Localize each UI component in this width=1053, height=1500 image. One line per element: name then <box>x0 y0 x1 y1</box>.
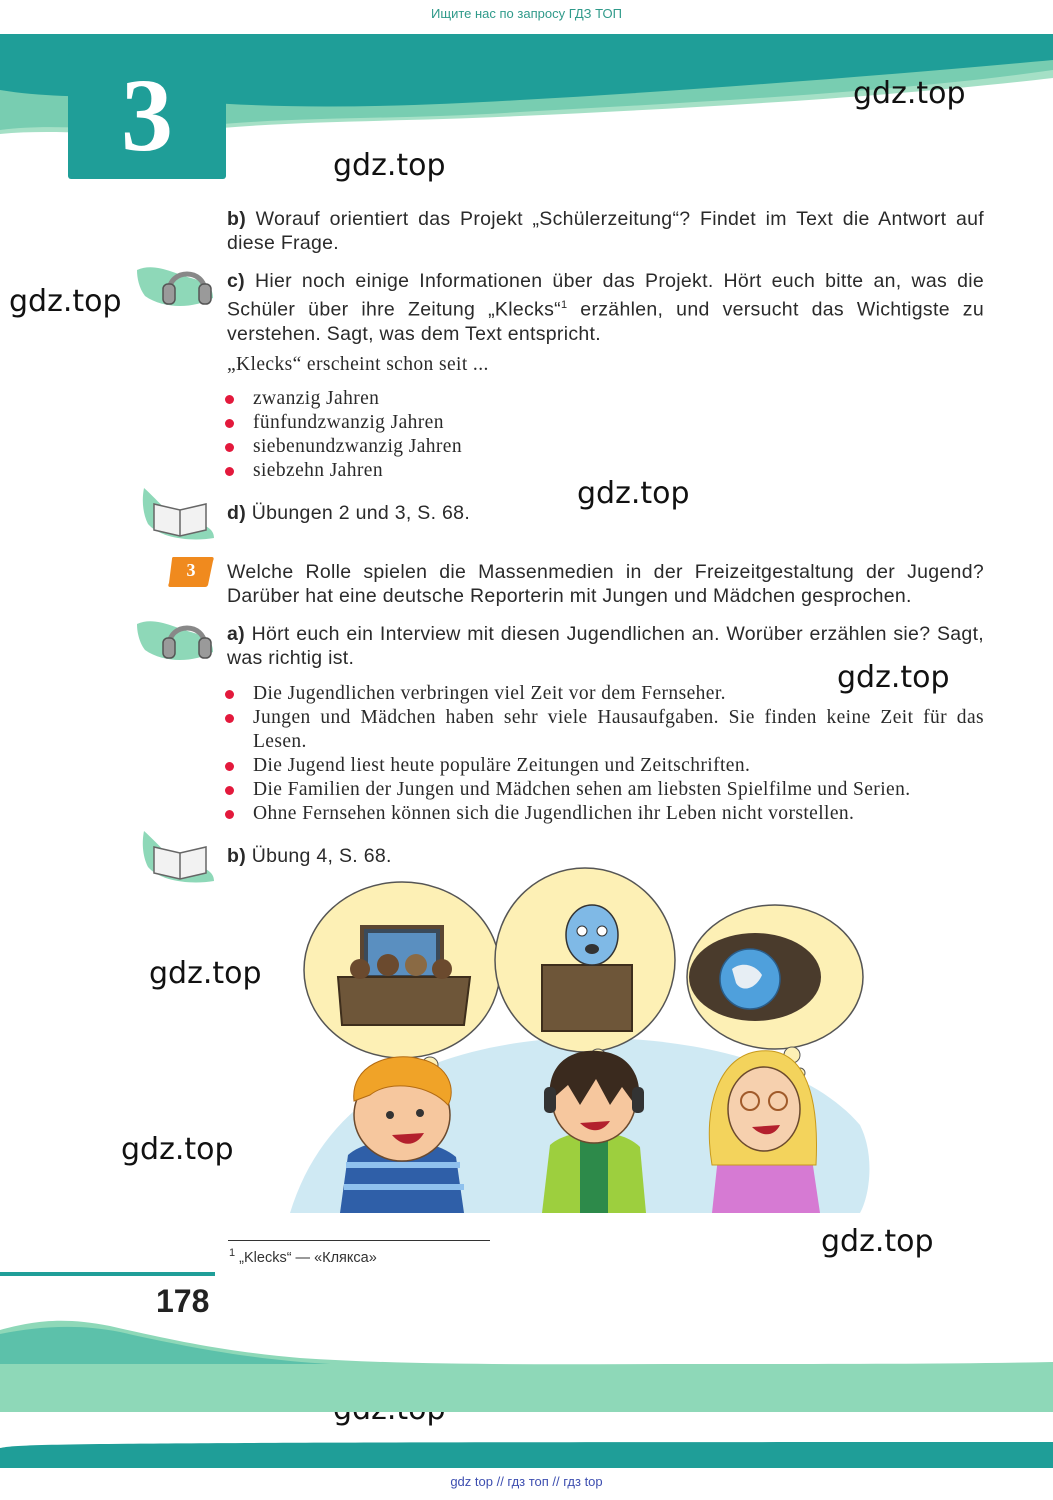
watermark: gdz.top <box>121 1132 234 1167</box>
watermark: gdz.top <box>577 476 690 511</box>
list-item: fünfundzwanzig Jahren <box>225 411 625 435</box>
watermark: gdz.top <box>853 76 966 111</box>
task-3a-text: Hört euch ein Interview mit diesen Jugendlichen an. Worüber erzählen sie? Sagt, was richtig ist. <box>227 623 984 669</box>
task-b-label: b) <box>227 208 247 230</box>
page-number: 178 <box>156 1283 210 1319</box>
task-3a <box>227 622 984 670</box>
list-item: zwanzig Jahren <box>225 387 625 411</box>
task-3b-text: Übung 4, S. 68. <box>251 845 392 867</box>
task-3b-label: b) <box>227 845 247 867</box>
task-b-text: Worauf orientiert das Projekt „Schülerzeitung“? Findet im Text die Antwort auf diese Frage. <box>227 208 985 254</box>
footnote-marker: 1 <box>560 299 568 311</box>
task-c-label: c) <box>227 270 245 292</box>
list-item: Die Familien der Jungen und Mädchen sehen am liebsten Spielfilme und Serien. <box>225 778 984 802</box>
book-icon <box>140 482 216 542</box>
headphones-icon <box>135 606 215 664</box>
statements-list <box>225 682 984 826</box>
task-c-text: Hier noch einige Informationen über das Projekt. Hört euch bitte an, was die Schüler über ihre Zeitung „Klecks“ <box>227 270 984 321</box>
exercise-3-text: Welche Rolle spielen die Massenmedien in der Freizeitgestaltung der Jugend? Darüber hat eine deutsche Reporterin mit Jungen und Mädchen gesprochen. <box>227 561 984 607</box>
klecks-options <box>225 387 625 483</box>
headphones-icon <box>135 252 215 310</box>
task-c-text-after: erzählen, und versucht das Wichtigste zu verstehen. Sagt, was dem Text entspricht. <box>227 298 984 345</box>
watermark: gdz.top <box>821 1224 934 1259</box>
list-item: Die Jugendlichen verbringen viel Zeit vor dem Fernseher. <box>225 682 984 706</box>
footnote-divider <box>228 1240 490 1241</box>
book-icon <box>140 825 216 885</box>
watermark: gdz.top <box>333 148 446 183</box>
top-note: Ищите нас по запросу ГДЗ ТОП <box>431 6 622 21</box>
task-c <box>227 269 984 346</box>
task-b <box>227 207 984 255</box>
bottom-note: gdz top // гдз топ // гдз top <box>450 1474 603 1489</box>
watermark: gdz.top <box>9 284 122 319</box>
task-d <box>227 501 470 525</box>
list-item: Ohne Fernsehen können sich die Jugendlichen ihr Leben nicht vorstellen. <box>225 802 984 826</box>
list-item: siebzehn Jahren <box>225 459 625 483</box>
list-item: Jungen und Mädchen haben sehr viele Hausaufgaben. Sie finden keine Zeit für das Lesen. <box>225 706 984 754</box>
chapter-number: 3 <box>68 53 226 179</box>
klecks-intro: „Klecks“ erscheint schon seit ... <box>227 354 489 375</box>
list-item: Die Jugend liest heute populäre Zeitungen und Zeitschriften. <box>225 754 984 778</box>
teenagers-illustration <box>280 865 880 1215</box>
footnote <box>229 1247 377 1266</box>
task-3a-label: a) <box>227 623 245 645</box>
footnote-text: „Klecks“ — «Клякса» <box>239 1249 377 1266</box>
task-d-label: d) <box>227 502 247 524</box>
watermark: gdz.top <box>149 956 262 991</box>
footnote-mark: 1 <box>229 1247 236 1259</box>
exercise-number: 3 <box>186 560 196 580</box>
watermark: gdz.top <box>837 660 950 695</box>
task-d-text: Übungen 2 und 3, S. 68. <box>251 502 471 524</box>
list-item: siebenundzwanzig Jahren <box>225 435 625 459</box>
